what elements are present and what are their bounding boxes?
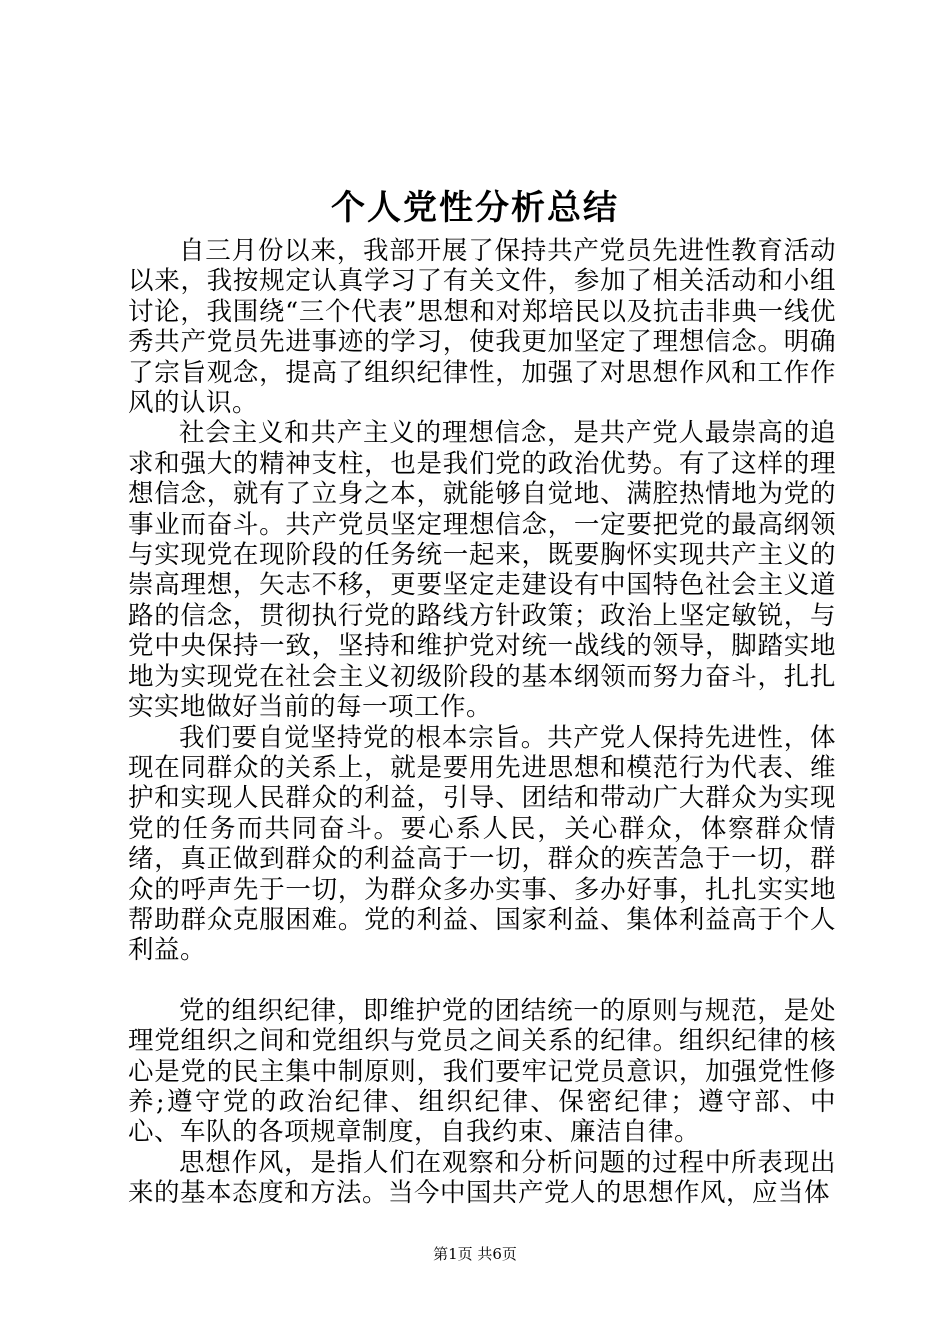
paragraph-4: 党的组织纪律，即维护党的团结统一的原则与规范，是处理党组织之间和党组织与党员之间关系的纪律。组织纪律的核心是党的民主集中制原则，我们要牢记党员意识，加强党性修养;遵守党的政治纪律、组织纪律、保密纪律；遵守部、中心、车队的各项规章制度，自我约束、廉洁自律。 [128, 995, 836, 1148]
paragraph-1: 自三月份以来，我部开展了保持共产党员先进性教育活动以来，我按规定认真学习了有关文件，参加了相关活动和小组讨论，我围绕“三个代表”思想和对郑培民以及抗击非典一线优秀共产党员先进事迹的学习，使我更加坚定了理想信念。明确了宗旨观念，提高了组织纪律性，加强了对思想作风和工作作风的认识。 [128, 236, 836, 419]
page-footer: 第1页 共6页 [433, 1245, 517, 1263]
document-title: 个人党性分析总结 [331, 188, 619, 228]
document-body [128, 236, 836, 1209]
paragraph-3: 我们要自觉坚持党的根本宗旨。共产党人保持先进性，体现在同群众的关系上，就是要用先进思想和模范行为代表、维护和实现人民群众的利益，引导、团结和带动广大群众为实现党的任务而共同奋斗。要心系人民，关心群众，体察群众情绪，真正做到群众的利益高于一切，群众的疾苦急于一切，群众的呼声先于一切，为群众多办实事、多办好事，扎扎实实地帮助群众克服困难。党的利益、国家利益、集体利益高于个人利益。 [128, 722, 836, 966]
paragraph-5: 思想作风，是指人们在观察和分析问题的过程中所表现出来的基本态度和方法。当今中国共产党人的思想作风，应当体 [128, 1147, 836, 1209]
paragraph-2: 社会主义和共产主义的理想信念，是共产党人最崇高的追求和强大的精神支柱，也是我们党的政治优势。有了这样的理想信念，就有了立身之本，就能够自觉地、满腔热情地为党的事业而奋斗。共产党员坚定理想信念，一定要把党的最高纲领与实现党在现阶段的任务统一起来，既要胸怀实现共产主义的崇高理想，矢志不移，更要坚定走建设有中国特色社会主义道路的信念，贯彻执行党的路线方针政策；政治上坚定敏锐，与党中央保持一致，坚持和维护党对统一战线的领导，脚踏实地地为实现党在社会主义初级阶段的基本纲领而努力奋斗，扎扎实实地做好当前的每一项工作。 [128, 418, 836, 723]
